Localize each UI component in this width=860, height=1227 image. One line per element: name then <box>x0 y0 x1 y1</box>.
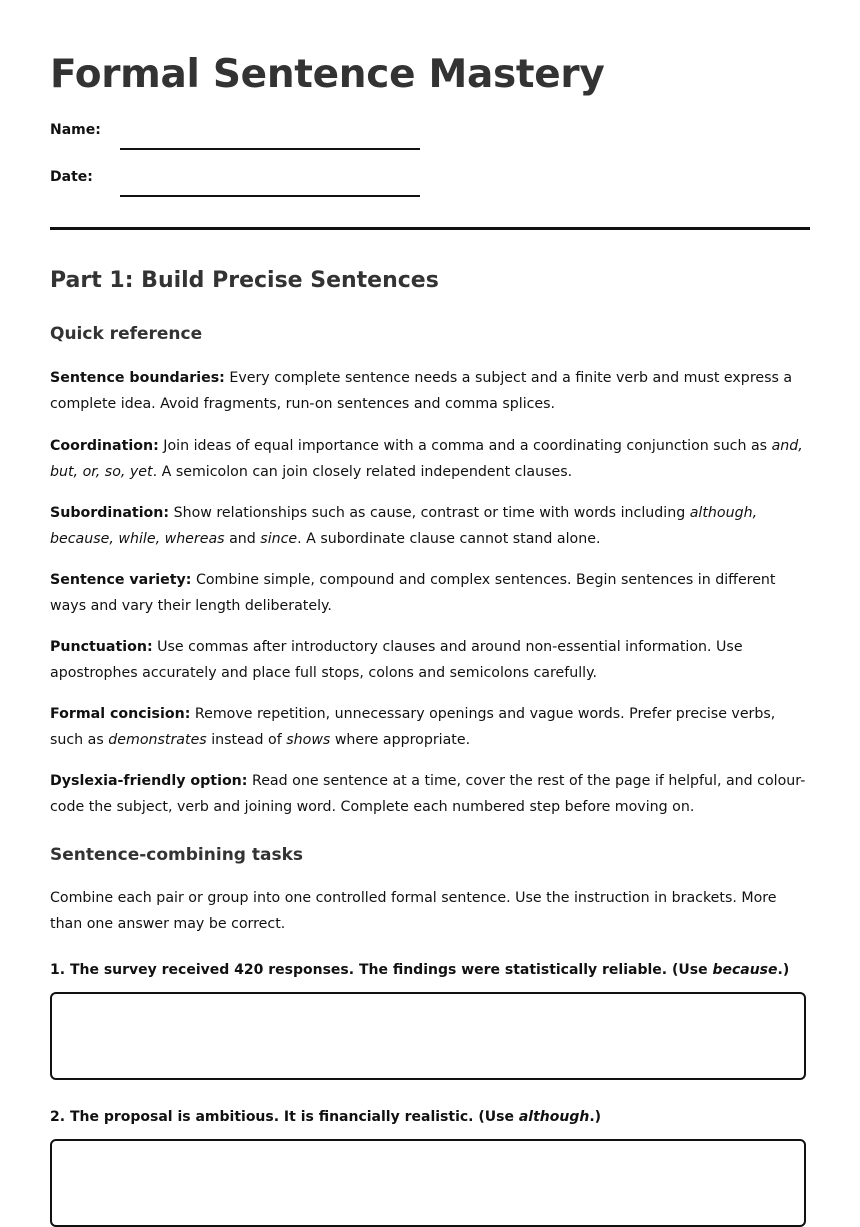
name-input-line[interactable] <box>120 128 420 150</box>
reference-term: Coordination: <box>50 438 159 454</box>
reference-punctuation <box>50 635 810 686</box>
reference-term: Sentence boundaries: <box>50 370 225 386</box>
task-suffix: .) <box>589 1109 602 1125</box>
reference-text: Remove repetition, unnecessary openings and vague words. Prefer precise verbs, such as <box>50 706 776 748</box>
reference-example-words: shows <box>286 731 331 748</box>
name-label: Name: <box>50 122 101 138</box>
date-field-row <box>50 169 470 199</box>
reference-text: Read one sentence at a time, cover the rest of the page if helpful, and colour-code the subject, verb and joining word. Complete each numbered step before moving on. <box>50 773 806 815</box>
reference-text: Combine simple, compound and complex sentences. Begin sentences in different ways and vary their length deliberately. <box>50 572 776 614</box>
reference-term: Subordination: <box>50 505 170 521</box>
reference-text: Use commas after introductory clauses and around non-essential information. Use apostrophes accurately and place full stops, colons and semicolons carefully. <box>50 639 743 681</box>
task-1-answer-box[interactable] <box>50 992 806 1080</box>
quick-reference-heading: Quick reference <box>50 324 203 344</box>
reference-text: Join ideas of equal importance with a comma and a coordinating conjunction such as <box>163 438 768 454</box>
date-input-line[interactable] <box>120 175 420 197</box>
name-field-row <box>50 122 470 152</box>
reference-text: Show relationships such as cause, contrast or time with words including <box>173 505 686 521</box>
header-divider <box>50 227 810 230</box>
reference-coordination <box>50 434 810 485</box>
task-number: 1. <box>50 962 66 978</box>
reference-text: instead of <box>211 731 282 748</box>
reference-example-words: since <box>260 530 298 547</box>
part1-heading: Part 1: Build Precise Sentences <box>50 268 439 293</box>
reference-example-words: demonstrates <box>108 731 207 748</box>
reference-term: Sentence variety: <box>50 572 192 588</box>
task-number: 2. <box>50 1109 66 1125</box>
task-text: The proposal is ambitious. It is financially realistic. (Use <box>69 1109 514 1125</box>
tasks-heading: Sentence-combining tasks <box>50 845 304 865</box>
reference-text: Every complete sentence needs a subject and a finite verb and must express a complete idea. Avoid fragments, run-on sentences and comma splices. <box>50 370 793 412</box>
reference-sentence-boundaries <box>50 366 810 417</box>
task-text: The survey received 420 responses. The findings were statistically reliable. (Use <box>69 962 708 978</box>
reference-text: where appropriate. <box>334 731 471 748</box>
reference-subordination <box>50 501 810 552</box>
reference-dyslexia-friendly <box>50 769 810 820</box>
page-title: Formal Sentence Mastery <box>50 52 605 97</box>
reference-term: Punctuation: <box>50 639 153 655</box>
reference-term: Formal concision: <box>50 706 191 722</box>
task-2-answer-box[interactable] <box>50 1139 806 1227</box>
tasks-intro: Combine each pair or group into one controlled formal sentence. Use the instruction in brackets. More than one answer may be correct. <box>50 890 777 932</box>
date-label: Date: <box>50 169 93 185</box>
reference-text: . A subordinate clause cannot stand alone. <box>297 530 601 547</box>
reference-sentence-variety <box>50 568 810 619</box>
task-keyword: because <box>712 962 778 978</box>
reference-example-words: although, because, while, whereas <box>50 505 758 547</box>
task-keyword: although <box>518 1109 590 1125</box>
task-1-prompt <box>50 959 810 981</box>
task-suffix: .) <box>777 962 790 978</box>
reference-formal-concision <box>50 702 810 753</box>
reference-text: . A semicolon can join closely related independent clauses. <box>152 463 573 480</box>
reference-term: Dyslexia-friendly option: <box>50 773 248 789</box>
reference-example-words: and, but, or, so, yet <box>50 438 803 480</box>
task-2-prompt <box>50 1106 810 1128</box>
reference-text: and <box>229 530 256 547</box>
